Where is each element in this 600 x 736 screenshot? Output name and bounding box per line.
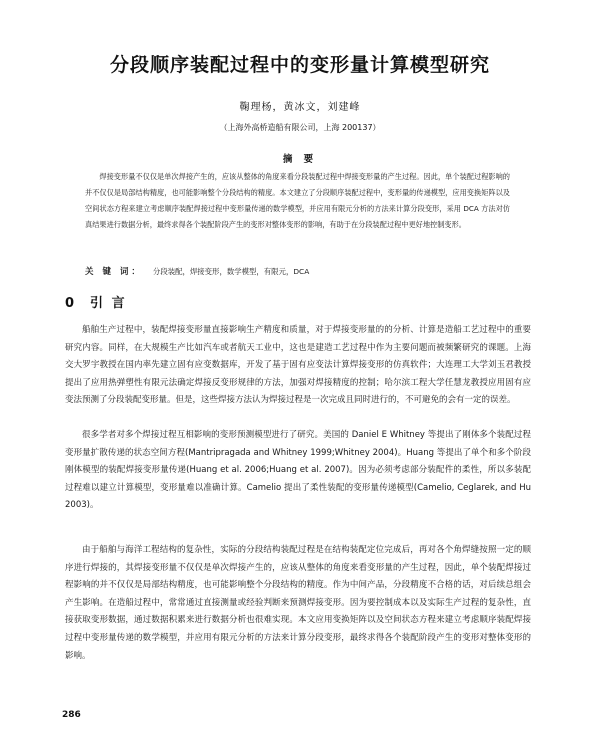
keywords-line <box>85 265 515 277</box>
section-title: 引 言 <box>90 296 127 311</box>
abstract-heading: 摘 要 <box>282 154 318 165</box>
abstract-text: 焊接变形量不仅仅是单次焊接产生的，应该从整体的角度来看分段装配过程中焊接变形量的产生过程。因此，单个装配过程影响的并不仅仅是局部结构精度，也可能影响整个分段结构的精度。本文建立了分段顺序装配过程中，变形量的传递模型，应用变换矩阵以及空间状态方程来建立考虑顺序装配焊接过程中变形量传递的数学模型，并应用有限元分析的方法来计算分段变形，采用 DCA 方法对仿真结果进行数据分析，最终求得各个装配阶段产生的变形对整体变形的影响，有助于在分段装配过程中更好地控制变形。 <box>85 172 510 229</box>
body-paragraph: 由于船舶与海洋工程结构的复杂性，实际的分段结构装配过程是在结构装配定位完成后，再对各个角焊缝按照一定的顺序进行焊接的，其焊接变形量不仅仅是单次焊接产生的，应该从整体的角度来看变形量的产生过程，因此，单个装配焊接过程影响的并不仅仅是局部结构精度，也可能影响整个分段结构的精度。作为中间产品，分段精度不合格的话，对后续总组会产生影响。在造船过程中，常常通过直接测量或经验判断来预测焊接变形。因为要控制成本以及实际生产过程的复杂性，直接获取变形数据，通过数据积累来进行数据分析也很难实现。本文应用变换矩阵以及空间状态方程来建立考虑顺序装配焊接过程中变形量传递的数学模型，并应用有限元分析的方法来计算分段变形，最终求得各个装配阶段产生的变形对整体变形的影响。 <box>65 545 531 661</box>
author-list: 鞠理杨，黄冰文，刘建峰 <box>239 102 361 113</box>
section-number: 0 <box>65 296 77 311</box>
body-paragraph: 船舶生产过程中，装配焊接变形量直接影响生产精度和质量，对于焊接变形量的的分析、计算是造船工艺过程中的重要研究内容。同样，在大规模生产比如汽车或者航天工业中，这也是建造工艺过程中作为主要问题而被频繁研究的课题。上海交大罗宇教授在国内率先建立固有应变数据库，开发了基于固有应变法计算焊接变形的仿真软件；大连理工大学刘玉君教授提出了应用热弹塑性有限元法确定焊接反变形规律的方法，加强对焊接精度的控制；哈尔滨工程大学任慧龙教授应用固有应变法预测了分段装配变形量。但是，这些焊接方法认为焊接过程是一次完成且同时进行的，不可避免的会有一定的误差。 <box>65 325 531 406</box>
keywords-text: 分段装配，焊接变形，数学模型，有限元，DCA <box>152 267 310 276</box>
page-number: 286 <box>62 710 81 720</box>
body-paragraph: 很多学者对多个焊接过程互相影响的变形预测模型进行了研究。美国的 Daniel E Whitney 等提出了刚体多个装配过程变形量扩散传递的状态空间方程(Mantripragada and Whitney 1999;Whitney 2004)。Huang 等提出了单个和多个阶段刚体模型的装配焊接变形量传递(Huang et al. 2006;Huang et al. 2007)。因为必须考虑部分装配件的柔性，所以多装配过程难以建立计算模型，变形量难以准确计算。Camelio 提出了柔性装配的变形量传递模型(Camelio, Ceglarek, and Hu 2003)。 <box>65 430 531 511</box>
section-heading <box>65 292 127 311</box>
keywords-label: 关 键 词： <box>85 267 143 277</box>
affiliation: （上海外高桥造船有限公司，上海 200137） <box>219 123 381 132</box>
paper-title: 分段顺序装配过程中的变形量计算模型研究 <box>109 54 490 76</box>
